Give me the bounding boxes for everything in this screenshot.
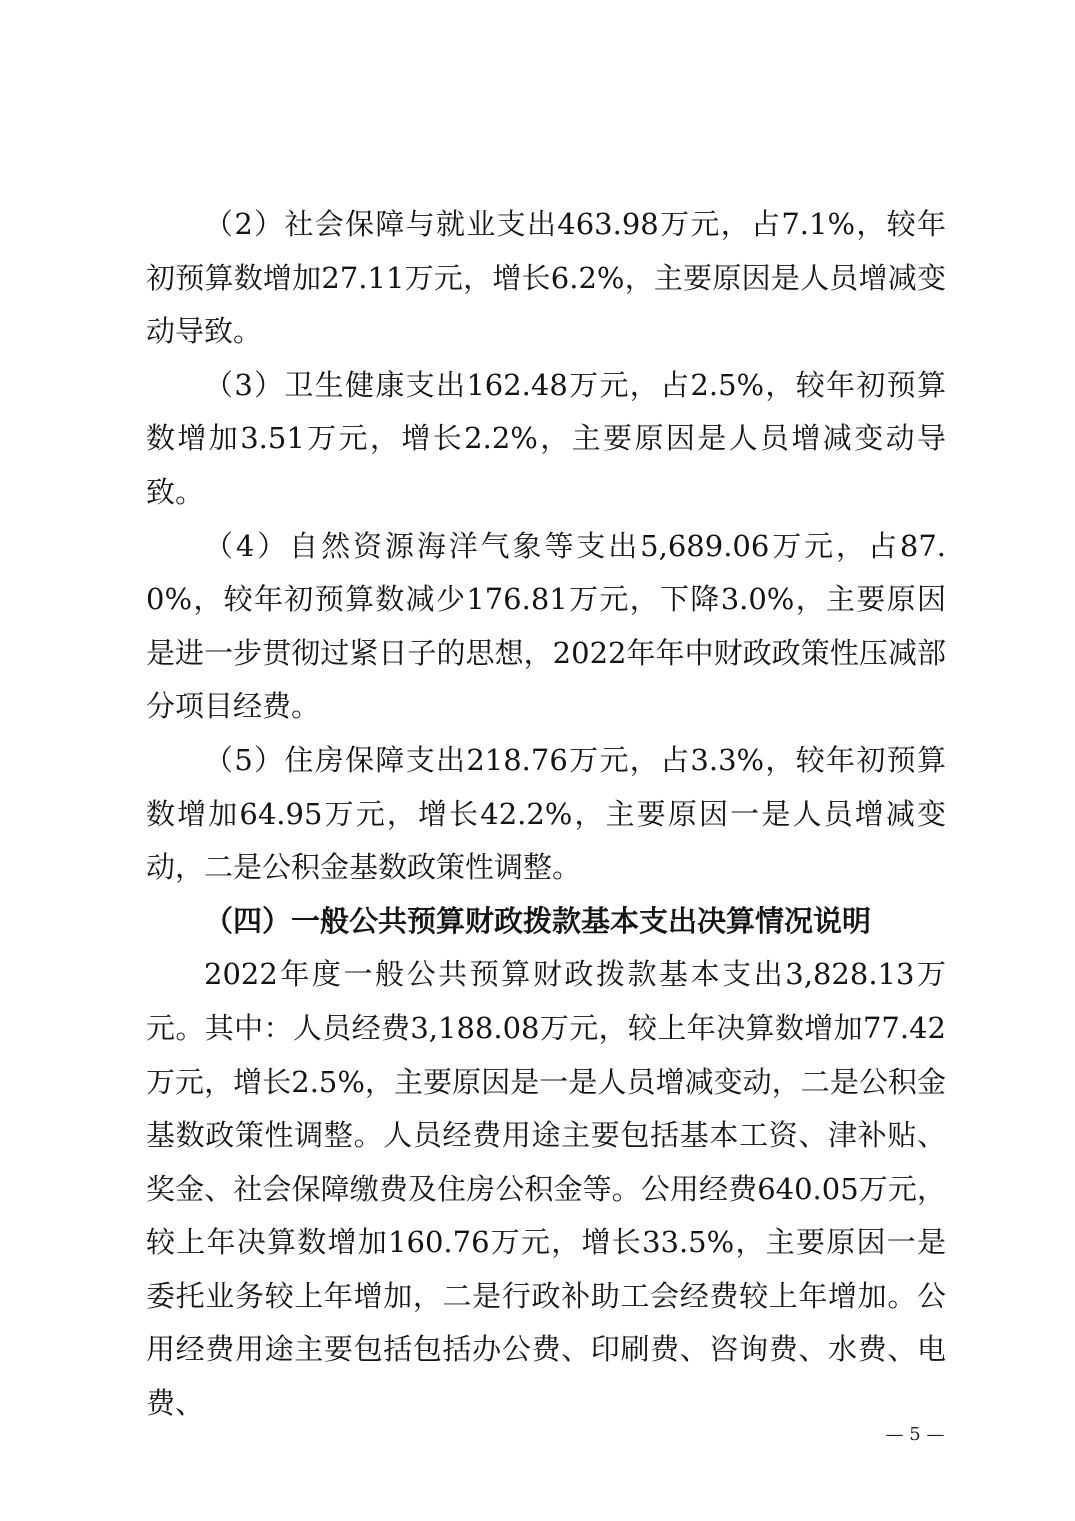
- paragraph-housing: （5）住房保障支出218.76万元，占3.3%，较年初预算数增加64.95万元，增长42.2%，主要原因一是人员增减变动，二是公积金基数政策性调整。: [146, 742, 946, 885]
- paragraph-natural-resources: （4）自然资源海洋气象等支出5,689.06万元，占87.0%，较年初预算数减少176.81万元，下降3.0%，主要原因是进一步贯彻过紧日子的思想，2022年年中财政政策性压减部分项目经费。: [146, 528, 946, 724]
- paragraph-health: （3）卫生健康支出162.48万元，占2.5%，较年初预算数增加3.51万元，增长2.2%，主要原因是人员增减变动导致。: [146, 367, 946, 509]
- paragraph-social-security: （2）社会保障与就业支出463.98万元，占7.1%，较年初预算数增加27.11万元，增长6.2%，主要原因是人员增减变动导致。: [146, 207, 946, 349]
- page-number: — 5 —: [885, 1424, 945, 1445]
- paragraph-basic-expenditure: 2022年度一般公共预算财政拨款基本支出3,828.13万元。其中：人员经费3,188.08万元，较上年决算数增加77.42万元，增长2.5%，主要原因是一是人员增减变动，二是公积金基数政策性调整。人员经费用途主要包括基本工资、津补贴、奖金、社会保障缴费及住房公积金等。公用经费640.05万元，较上年决算数增加160.76万元，增长33.5%，主要原因一是委托业务较上年增加，二是行政补助工会经费较上年增加。公用经费用途主要包括包括办公费、印刷费、咨询费、水费、电费、: [146, 957, 946, 1421]
- document-body: [146, 198, 946, 1431]
- section-heading: （四）一般公共预算财政拨款基本支出决算情况说明: [204, 903, 872, 938]
